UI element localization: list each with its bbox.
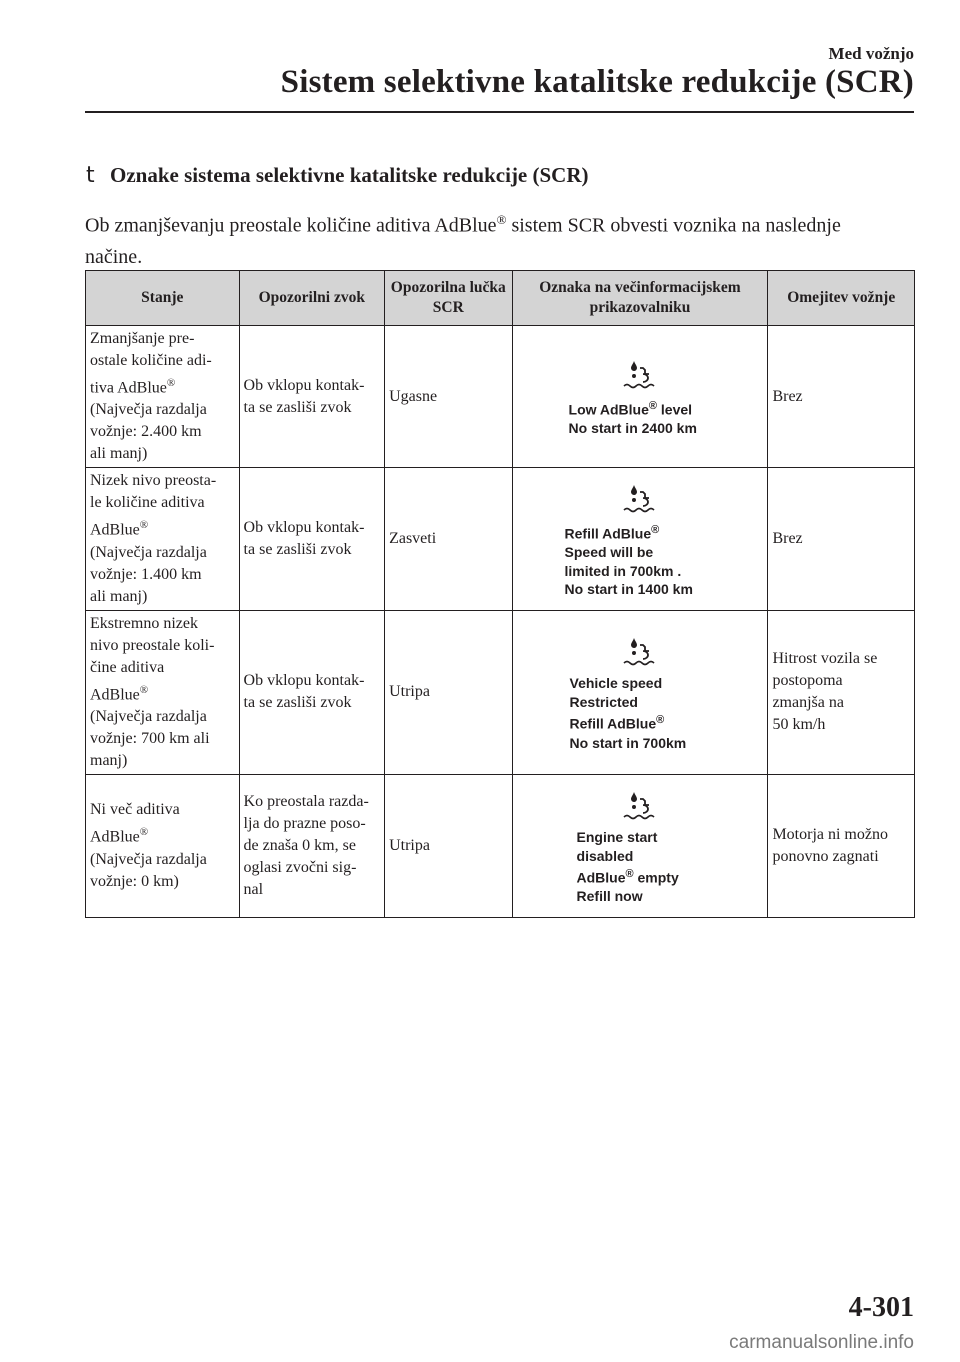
col-header-state: Stanje [86,271,240,326]
cell-state: Ni več aditiva AdBlue® (Največja razdalja vožnje: 0 km) [86,774,240,917]
adblue-warning-icon [620,632,660,672]
adblue-warning-icon [620,355,660,395]
cell-limit: Motorja ni možno ponovno zagnati [768,774,915,917]
cell-lamp: Utripa [385,610,512,774]
cell-lamp: Ugasne [385,326,512,468]
cell-sound: Ko preostala razda- lja do prazne poso- de znaša 0 km, se oglasi zvočni sig- nal [239,774,385,917]
table-row [86,468,915,610]
page-number: 4-301 [848,1292,914,1323]
cell-limit: Brez [768,326,915,468]
intro-text: Ob zmanjševanju preostale količine aditiva AdBlue [85,214,497,237]
cell-limit: Hitrost vozila se postopoma zmanjša na 50 km/h [768,610,915,774]
cell-lamp: Utripa [385,774,512,917]
cell-display: Vehicle speed Restricted Refill AdBlue® No start in 700km [512,610,768,774]
col-header-display: Oznaka na večinformacijskem prikazovalniku [512,271,768,326]
cell-display: Low AdBlue® level No start in 2400 km [512,326,768,468]
cell-display: Refill AdBlue® Speed will be limited in 700km . No start in 1400 km [512,468,768,610]
col-header-lamp: Opozorilna lučka SCR [385,271,512,326]
cell-state: Nizek nivo preosta- le količine aditiva AdBlue® (Največja razdalja vožnje: 1.400 km ali manj) [86,468,240,610]
table-row [86,774,915,917]
table-header-row [86,271,915,326]
adblue-warning-icon [620,479,660,519]
cell-sound: Ob vklopu kontak- ta se zasliši zvok [239,468,385,610]
intro-paragraph [85,204,885,273]
section-marker: t [86,163,95,188]
scr-indicator-table [85,270,915,918]
header-divider [85,111,914,113]
watermark-text: carmanualsonline.info [729,1332,914,1353]
cell-lamp: Zasveti [385,468,512,610]
intro-text-continued: sistem SCR obvesti voznika na naslednje načine. [85,214,841,268]
col-header-sound: Opozorilni zvok [239,271,385,326]
cell-state: Ekstremno nizek nivo preostale koli- čine aditiva AdBlue® (Največja razdalja vožnje: 700 km ali manj) [86,610,240,774]
col-header-limit: Omejitev vožnje [768,271,915,326]
cell-limit: Brez [768,468,915,610]
cell-display: Engine start disabled AdBlue® empty Refill now [512,774,768,917]
cell-sound: Ob vklopu kontak- ta se zasliši zvok [239,326,385,468]
section-heading: Oznake sistema selektivne katalitske redukcije (SCR) [110,163,589,187]
adblue-warning-icon [620,786,660,826]
header-section-label: Med vožnjo [828,44,914,63]
registered-mark: ® [496,212,507,227]
cell-sound: Ob vklopu kontak- ta se zasliši zvok [239,610,385,774]
page-title: Sistem selektivne katalitske redukcije (SCR) [280,64,914,100]
table-row [86,326,915,468]
cell-state: Zmanjšanje pre- ostale količine adi- tiva AdBlue® (Največja razdalja vožnje: 2.400 km ali manj) [86,326,240,468]
table-row [86,610,915,774]
